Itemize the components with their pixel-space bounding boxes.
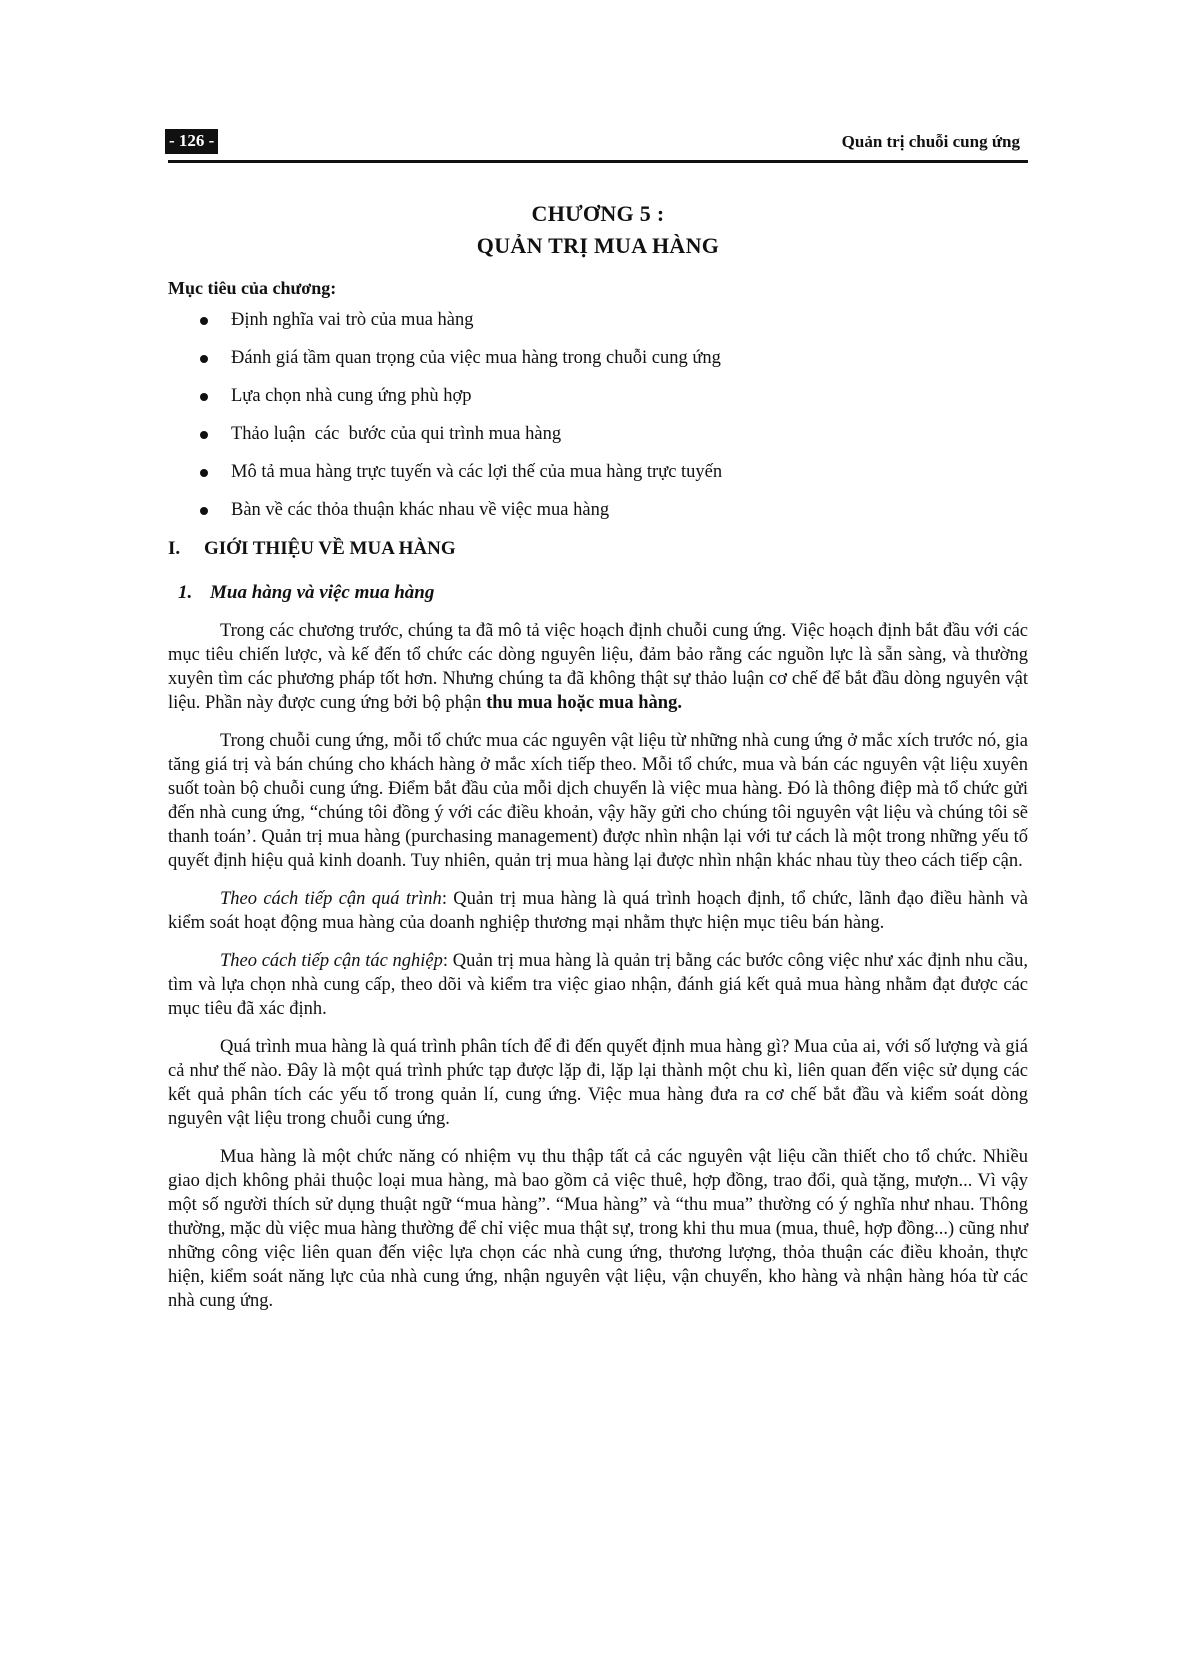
bullet-icon: [200, 393, 208, 401]
objective-text: Đánh giá tầm quan trọng của việc mua hàng trong chuỗi cung ứng: [231, 348, 721, 368]
bullet-icon: [200, 431, 208, 439]
page-header: [168, 128, 1028, 163]
paragraph-5: Quá trình mua hàng là quá trình phân tích để đi đến quyết định mua hàng gì? Mua của ai, với số lượng và giá cả như thế nào. Đây là một quá trình phức tạp được lặp đi, lặp lại thành một chu kì, liên quan đến việc sử dụng các kết quả phân tích các yếu tố trong quản lí, cung ứng. Việc mua hàng đưa ra cơ chế bắt đầu và kiểm soát dòng nguyên vật liệu trong chuỗi cung ứng.: [168, 1037, 1028, 1129]
list-item: [168, 422, 1028, 446]
chapter-title: [168, 198, 1028, 262]
bullet-icon: [200, 355, 208, 363]
paragraph-italic-text: Theo cách tiếp cận tác nghiệp: [220, 951, 443, 971]
list-item: [168, 498, 1028, 522]
section-number: I.: [168, 538, 181, 559]
paragraph-text: : Quản trị mua hàng là quản trị bằng các bước công việc như xác định nhu cầu, tìm và lựa chọn nhà cung cấp, theo dõi và kiểm tra việc giao nhận, đánh giá kết quả mua hàng nhằm đạt được các mục tiêu đã xác định.: [168, 951, 1028, 1019]
section-title: GIỚI THIỆU VỀ MUA HÀNG: [204, 538, 456, 559]
objective-text: Bàn về các thỏa thuận khác nhau về việc mua hàng: [231, 500, 610, 520]
objectives-list: [168, 308, 1028, 522]
objective-text: Mô tả mua hàng trực tuyến và các lợi thế của mua hàng trực tuyến: [231, 462, 723, 482]
section-heading: [168, 536, 1028, 562]
paragraph-italic-text: Theo cách tiếp cận quá trình: [220, 889, 442, 909]
list-item: [168, 346, 1028, 370]
bullet-icon: [200, 507, 208, 515]
objective-text: Thảo luận các bước của qui trình mua hàng: [231, 424, 562, 444]
paragraph-2: Trong chuỗi cung ứng, mỗi tổ chức mua các nguyên vật liệu từ những nhà cung ứng ở mắc xích trước nó, gia tăng giá trị và bán chúng cho khách hàng ở mắc xích tiếp theo. Mỗi tổ chức, mua và bán các nguyên vật liệu xuyên suốt toàn bộ chuỗi cung ứng. Điểm bắt đầu của mỗi dịch chuyển là việc mua hàng. Đó là thông điệp mà tổ chức gửi đến nhà cung ứng, “chúng tôi đồng ý với các điều khoản, vậy hãy gửi cho chúng tôi nguyên vật liệu và chúng tôi sẽ thanh toán’. Quản trị mua hàng (purchasing management) được nhìn nhận lại với tư cách là một trong những yếu tố quyết định hiệu quả kinh doanh. Tuy nhiên, quản trị mua hàng lại được nhìn nhận khác nhau tùy theo cách tiếp cận.: [168, 731, 1028, 871]
bullet-icon: [200, 317, 208, 325]
objectives-heading: Mục tiêu của chương:: [168, 278, 337, 298]
paragraph-3: [168, 887, 1028, 935]
paragraph-6: Mua hàng là một chức năng có nhiệm vụ thu thập tất cả các nguyên vật liệu cần thiết cho tổ chức. Nhiều giao dịch không phải thuộc loại mua hàng, mà bao gồm cả việc thuê, hợp đồng, trao đổi, quà tặng, mượn... Vì vậy một số người thích sử dụng thuật ngữ “mua hàng”. “Mua hàng” và “thu mua” thường có ý nghĩa như nhau. Thông thường, mặc dù việc mua hàng thường để chỉ việc mua thật sự, trong khi thu mua (mua, thuê, hợp đồng...) cũng như những công việc liên quan đến việc lựa chọn các nhà cung ứng, thương lượng, thỏa thuận các điều khoản, thực hiện, kiểm soát năng lực của nhà cung ứng, nhận nguyên vật liệu, vận chuyển, kho hàng và nhận hàng hóa từ các nhà cung ứng.: [168, 1147, 1028, 1311]
objective-text: Định nghĩa vai trò của mua hàng: [231, 310, 474, 330]
subsection-title: Mua hàng và việc mua hàng: [210, 582, 435, 603]
subsection-heading: [168, 580, 1028, 606]
paragraph-1: [168, 619, 1028, 715]
objective-text: Lựa chọn nhà cung ứng phù hợp: [231, 386, 472, 406]
subsection-number: 1.: [178, 582, 193, 603]
paragraph-bold-text: thu mua hoặc mua hàng.: [486, 693, 682, 713]
document-page: [168, 128, 1028, 1327]
bullet-icon: [200, 469, 208, 477]
paragraph-4: [168, 949, 1028, 1021]
paragraph-text: Trong các chương trước, chúng ta đã mô tả việc hoạch định chuỗi cung ứng. Việc hoạch định bắt đầu với các mục tiêu chiến lược, và kế đến tổ chức các dòng nguyên liệu, đảm bảo rằng các nguồn lực là sẵn sàng, và thường xuyên tìm các phương pháp tốt hơn. Nhưng chúng ta đã không thật sự thảo luận cơ chế để bắt đầu dòng nguyên vật liệu. Phần này được cung ứng bởi bộ phận: [168, 621, 1028, 713]
page-number: - 126 -: [165, 129, 218, 154]
list-item: [168, 308, 1028, 332]
running-title: Quản trị chuỗi cung ứng: [841, 132, 1020, 151]
list-item: [168, 460, 1028, 484]
chapter-name: QUẢN TRỊ MUA HÀNG: [476, 233, 720, 258]
paragraph-text: : Quản trị mua hàng là quá trình hoạch định, tổ chức, lãnh đạo điều hành và kiểm soát hoạt động mua hàng của doanh nghiệp thương mại nhằm thực hiện mục tiêu bán hàng.: [168, 889, 1028, 933]
list-item: [168, 384, 1028, 408]
chapter-number: CHƯƠNG 5 :: [531, 201, 665, 226]
